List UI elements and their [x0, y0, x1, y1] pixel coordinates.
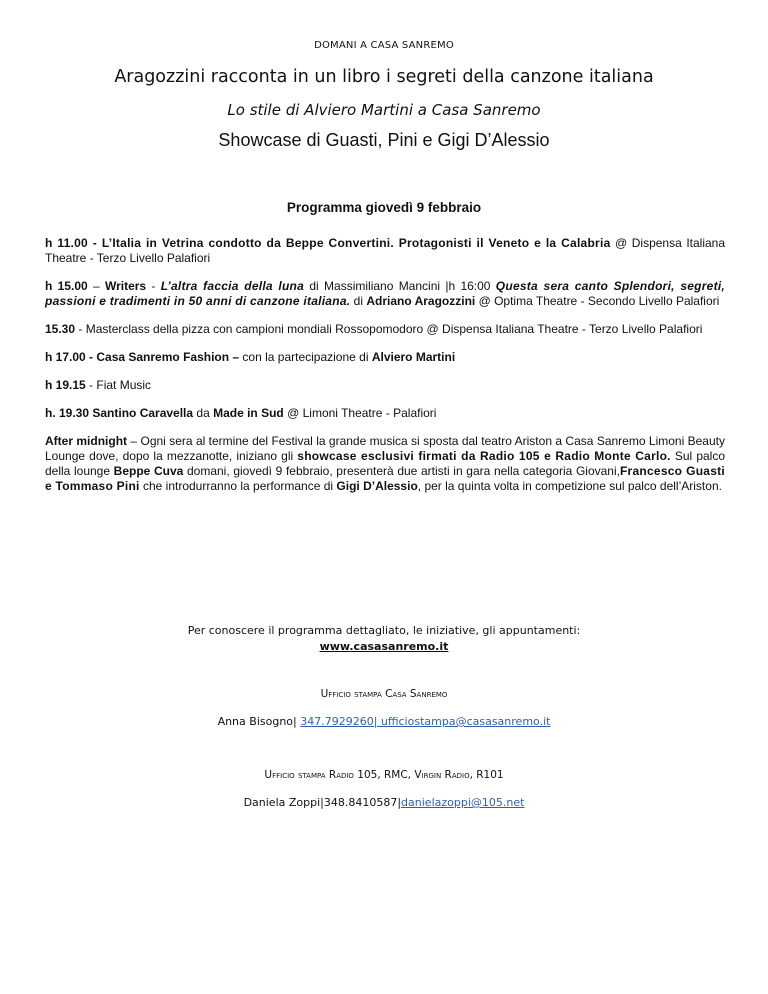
item-text: - Fiat Music	[85, 378, 152, 392]
item-title: After midnight	[45, 434, 128, 448]
item-text: – Ogni sera al termine del Festival la grande musica si sposta dal teatro Ariston a Casa Sanremo Limoni Beauty Lounge dove, dopo la mezzanotte, iniziano gli	[45, 434, 725, 463]
item-location: @ Limoni Theatre - Palafiori	[283, 406, 437, 420]
host-name: Beppe Cuva	[113, 464, 184, 478]
program-item-1500	[45, 279, 725, 309]
contact-name: Daniela Zoppi|348.8410587|	[243, 796, 402, 809]
item-text: Sul palco della lounge	[45, 449, 726, 478]
item-location: @ Optima Theatre - Secondo Livello Palafiori	[475, 294, 720, 308]
press-office-radio: Ufficio stampa Radio 105, RMC, Virgin Radio, R101	[264, 769, 504, 781]
website-link	[0, 640, 768, 653]
contact-line-2	[0, 796, 768, 809]
author-name: Adriano Aragozzini	[366, 294, 476, 308]
contact-email-link[interactable]: danielazoppi@105.net	[401, 796, 525, 809]
contact-line-1	[0, 715, 768, 728]
program-item-after-midnight	[45, 434, 725, 494]
item-location: @ Dispensa Italiana Theatre - Terzo Livello Palafiori	[45, 236, 726, 265]
website-link-text[interactable]: www.casasanremo.it	[319, 640, 449, 653]
item-text: domani, giovedì 9 febbraio, presenterà due artisti in gara nella categoria Giovani,	[183, 464, 620, 478]
item-dash: –	[87, 279, 105, 293]
item-sep: -	[146, 279, 161, 293]
item-text: - Masterclass della pizza con campioni mondiali Rossopomodoro @ Dispensa Italiana Theatre - Terzo Livello Palafiori	[75, 322, 703, 336]
subtitle-showcase: Showcase di Guasti, Pini e Gigi D’Alessio	[218, 130, 550, 150]
kicker: DOMANI A CASA SANREMO	[314, 40, 454, 51]
headliner-name: Gigi D’Alessio	[336, 479, 418, 493]
program-item-1100	[45, 236, 725, 266]
program-title: Programma giovedì 9 febbraio	[286, 200, 482, 215]
item-title: L’Italia in Vetrina condotto da Beppe Convertini. Protagonisti il Veneto e la Calabria	[101, 236, 611, 250]
item-text: , per la quinta volta in competizione sul palco dell’Ariston.	[417, 479, 722, 493]
subtitle: Lo stile di Alviero Martini a Casa Sanremo	[227, 101, 541, 119]
book-title-1: L’altra faccia della luna	[160, 279, 305, 293]
artists-names: Francesco Guasti e Tommaso Pini	[45, 464, 725, 493]
item-text: che introdurranno la performance di	[139, 479, 337, 493]
program-item-1915	[45, 378, 725, 393]
item-text: da	[193, 406, 214, 420]
item-title: h 17.00 - Casa Sanremo Fashion –	[45, 350, 240, 364]
item-text: con la partecipazione di	[239, 350, 372, 364]
contact-name: Anna Bisogno|	[217, 715, 301, 728]
item-title: h. 19.30 Santino Caravella	[45, 406, 194, 420]
item-time: 15.30	[45, 322, 76, 336]
program-item-1930	[45, 406, 725, 421]
item-title: Writers	[104, 279, 147, 293]
item-time: h 15.00	[45, 279, 88, 293]
page-title: Aragozzini racconta in un libro i segreti della canzone italiana	[114, 67, 654, 87]
program-item-1530	[45, 322, 725, 337]
show-name: Made in Sud	[213, 406, 284, 420]
item-text: di Massimiliano Mancini |h 16:00	[304, 279, 496, 293]
press-office-casa-sanremo: Ufficio stampa Casa Sanremo	[320, 688, 448, 700]
program-item-1700	[45, 350, 725, 365]
showcase-highlight: showcase esclusivi firmati da Radio 105 e Radio Monte Carlo.	[297, 449, 671, 463]
item-text: di	[350, 294, 367, 308]
guest-name: Alviero Martini	[371, 350, 456, 364]
item-time: h 19.15	[45, 378, 86, 392]
contact-link[interactable]: 347.7929260| ufficiostampa@casasanremo.it	[300, 715, 551, 728]
footer-info: Per conoscere il programma dettagliato, le iniziative, gli appuntamenti:	[187, 624, 581, 637]
program-body	[45, 236, 725, 507]
item-time: h 11.00 -	[45, 236, 102, 250]
book-title-2: Questa sera canto Splendori, segreti, passioni e tradimenti in 50 anni di canzone italiana.	[45, 279, 726, 308]
